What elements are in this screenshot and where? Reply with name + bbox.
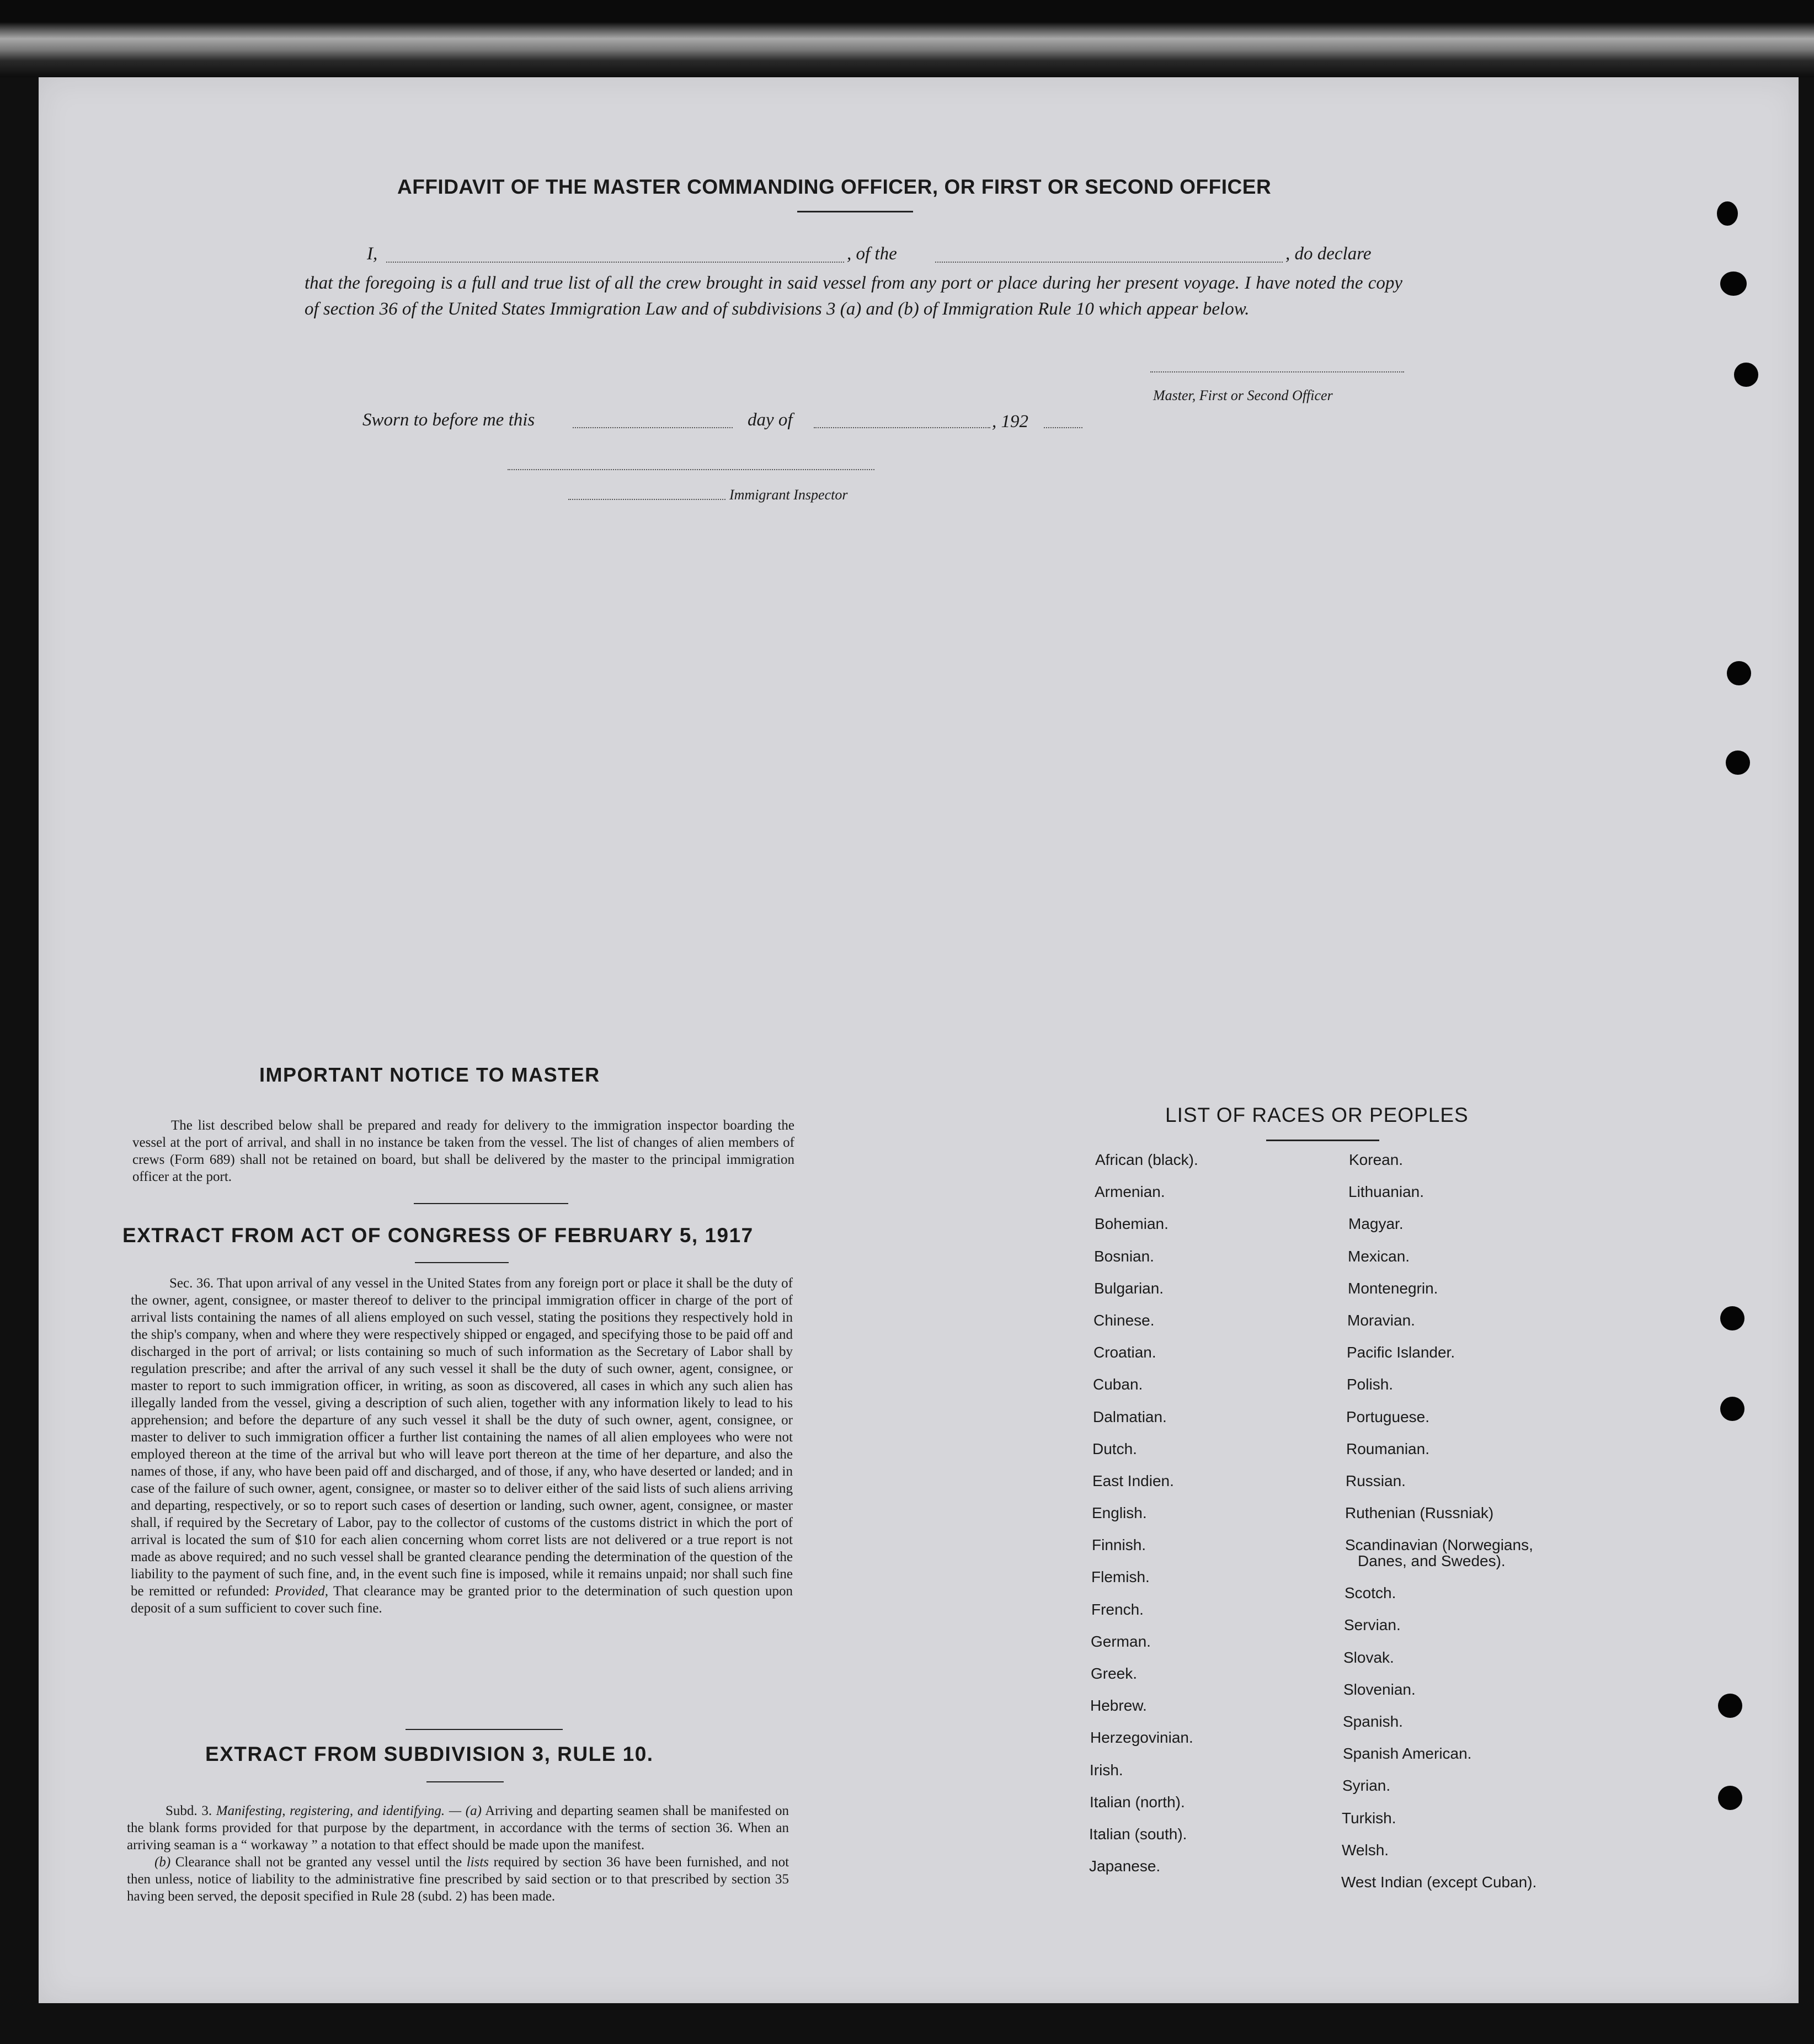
name-blank[interactable] [386,262,844,263]
sworn-day-blank[interactable] [573,427,733,428]
race-item: Magyar. [1348,1215,1404,1233]
race-item: Ruthenian (Russniak) [1345,1504,1494,1522]
act-extract-divider [406,1729,563,1730]
act-extract-paragraph [131,1275,793,1617]
affidavit-i-label: I, [367,244,378,264]
races-right-column [1341,1151,1537,1905]
race-item: Flemish. [1091,1568,1150,1586]
inspector-signature-blank-2[interactable] [568,499,725,500]
race-item: Lithuanian. [1348,1183,1424,1201]
race-item: Irish. [1090,1761,1123,1779]
race-item: Italian (north). [1090,1793,1185,1811]
rule-a-paragraph [127,1802,789,1854]
race-item: Scandinavian (Norwegians, [1345,1536,1533,1554]
race-item: Russian. [1346,1472,1406,1489]
race-item: Danes, and Swedes). [1358,1552,1506,1570]
races-heading: LIST OF RACES OR PEOPLES [1165,1104,1469,1126]
race-item: Slovenian. [1343,1680,1416,1698]
sworn-year-blank[interactable] [1044,427,1082,428]
race-item: Spanish American. [1343,1745,1472,1763]
race-item: Chinese. [1093,1311,1155,1329]
punch-hole [1718,1694,1742,1718]
punch-hole [1734,363,1758,387]
race-item: English. [1092,1504,1147,1522]
notice-paragraph: The list described below shall be prepared and ready for delivery to the immigration inspector boarding the vessel at the port of arrival, and shall in no instance be taken from the vessel. The list of changes of alien members of crews (Form 689) shall not be retained on board, but shall be delivered by the master to the principal immigration officer at the port. [132,1118,794,1184]
inspector-signature-blank[interactable] [508,469,874,470]
act-extract-heading: EXTRACT FROM ACT OF CONGRESS OF FEBRUARY 5, 1917 [122,1224,754,1247]
a-text: Arriving and departing seamen shall be manifested on the blank forms provided for that purpose by the department, in accordance with the terms of section 36. When an arriving seaman is a “ workaway ” a notation to that effect should be made upon the manifest. [127,1803,789,1853]
race-item: Slovak. [1343,1648,1394,1666]
act-extract-underline [415,1262,509,1263]
race-item: Scotch. [1345,1584,1396,1602]
race-item: Greek. [1091,1665,1138,1682]
race-item: Bulgarian. [1094,1279,1164,1297]
rule-b-paragraph [127,1854,789,1905]
race-item: West Indian (except Cuban). [1341,1873,1537,1891]
race-item: Mexican. [1348,1247,1410,1265]
signature-blank[interactable] [1150,371,1404,372]
section-36-text-end: That clearance may be granted prior to the determination of such question upon deposit of a sum sufficient to cover such fine. [131,1584,793,1616]
affidavit-body: that the foregoing is a full and true list of all the crew brought in said vessel from any port or place during her present voyage. I have noted the copy of section 36 of the United States Immigration Law and of subdivisions 3 (a) and (b) of Immigration Rule 10 which appear below. [305,273,1402,319]
punch-hole [1720,1397,1744,1421]
b-lists: lists [466,1855,489,1870]
title-underline [797,211,913,212]
race-item: German. [1091,1632,1151,1650]
race-item: French. [1091,1600,1144,1618]
subd-title: Manifesting, registering, and identifying. [216,1803,445,1818]
rule-extract-text [127,1802,789,1905]
race-item: Italian (south). [1089,1825,1187,1843]
punch-hole [1720,1306,1744,1330]
race-item: East Indien. [1092,1472,1174,1489]
race-item: Welsh. [1342,1841,1389,1859]
affidavit-of-the-label: , of the [847,244,897,264]
race-item: Moravian. [1347,1311,1415,1329]
subd-label: Subd. 3. [166,1803,212,1818]
race-item: Dutch. [1092,1440,1137,1457]
rule-extract-heading: EXTRACT FROM SUBDIVISION 3, RULE 10. [205,1743,654,1765]
race-item: Japanese. [1089,1857,1161,1875]
race-item: Bohemian. [1095,1215,1169,1233]
race-item: Syrian. [1342,1777,1391,1795]
race-item: Polish. [1347,1376,1394,1393]
punch-hole [1718,1786,1742,1810]
races-left-column [1089,1151,1198,1889]
punch-hole [1720,272,1747,296]
signature-label: Master, First or Second Officer [1153,387,1333,403]
race-item: Croatian. [1093,1344,1156,1361]
section-36-text: That upon arrival of any vessel in the United States from any foreign port or place it shall be the duty of the owner, agent, consignee, or master thereof to deliver to the principal immigration officer in charge of the port of arrival lists containing the names of all aliens employed on such vessel, stating the positions they respectively hold in the ship's company, when and where they were respectively shipped or engaged, and specifying those to be paid off and discharged in the port of arrival; or lists containing so much of such information as the Secretary of Labor shall by regulation prescribe; and after the arrival of any such vessel it shall be the duty of such owner, agent, consignee, or master to report to such immigration officer, in writing, as soon as discovered, all cases in which any such alien has illegally landed from the vessel, giving a description of such alien, together with any information likely to lead to his apprehension; and before the departure of any such vessel it shall be the duty of such owner, agent, consignee, or master to deliver to such immigration officer a further list containing the names of all alien employees who were not employed thereon at the time of the arrival but who will leave port thereon at the time of her departure, and also the names of those, if any, who have been paid off and discharged, and of those, if any, who have deserted or landed; and in case of the failure of such owner, agent, consignee, or master so to deliver either of the said lists of such aliens arriving and departing, respectively, or so to report such cases of desertion or landing, such owner, agent, consignee, or master shall, if required by the Secretary of Labor, pay to the collector of customs of the customs district in which the port of arrival is located the sum of $10 for each alien concerning whom corret lists are not delivered or a true report is not made as above required; and no such vessel shall be granted clearance pending the determination of the question of the liability to the payment of such fine, and, in the event such fine is imposed, while it remains unpaid; nor shall such fine be remitted or refunded: [131,1276,793,1599]
race-item: Hebrew. [1090,1697,1147,1715]
race-item: Servian. [1344,1616,1401,1634]
punch-hole [1726,750,1750,775]
race-item: Spanish. [1343,1713,1403,1730]
race-item: Portuguese. [1346,1408,1429,1425]
punch-hole [1717,201,1738,226]
race-item: Korean. [1349,1151,1404,1168]
section-label: Sec. 36. [169,1276,214,1291]
b-text-2: required by section 36 have been furnished, and not then unless, notice of liability to the administrative fine prescribed by said section or to that prescribed by section 35 having been served, the deposit specified in Rule 28 (subd. 2) has been made. [127,1855,789,1904]
race-item: Bosnian. [1094,1247,1154,1265]
race-item: Montenegrin. [1348,1279,1438,1297]
act-extract-text [131,1275,793,1617]
rule-extract-underline [426,1781,504,1782]
notice-divider [414,1203,568,1204]
notice-heading: IMPORTANT NOTICE TO MASTER [259,1063,600,1086]
race-item: Pacific Islander. [1347,1344,1455,1361]
punch-hole [1727,661,1751,685]
affidavit-title: AFFIDAVIT OF THE MASTER COMMANDING OFFICER, OR FIRST OR SECOND OFFICER [397,175,1272,198]
vessel-blank[interactable] [935,262,1283,263]
sworn-label: Sworn to before me this [362,410,535,430]
affidavit-do-declare-label: , do declare [1285,244,1372,264]
b-text-1: Clearance shall not be granted any vessel until the [175,1855,462,1870]
race-item: Finnish. [1092,1536,1146,1554]
sworn-day-of-label: day of [748,410,793,430]
a-label: — (a) [449,1803,482,1818]
sworn-month-blank[interactable] [814,427,990,428]
scan-top-border [0,0,1814,77]
b-label: (b) [154,1855,171,1870]
race-item: African (black). [1095,1151,1198,1168]
race-item: Armenian. [1095,1183,1165,1201]
race-item: Roumanian. [1346,1440,1429,1457]
sworn-year-label: , 192 [992,412,1028,432]
race-item: Turkish. [1342,1809,1396,1827]
race-item: Cuban. [1093,1376,1143,1393]
races-underline [1266,1140,1379,1141]
notice-text [132,1117,794,1185]
race-item: Dalmatian. [1093,1408,1167,1425]
race-item: Herzegovinian. [1090,1729,1193,1747]
provided-label: Provided, [275,1584,328,1599]
inspector-label: Immigrant Inspector [729,487,848,503]
